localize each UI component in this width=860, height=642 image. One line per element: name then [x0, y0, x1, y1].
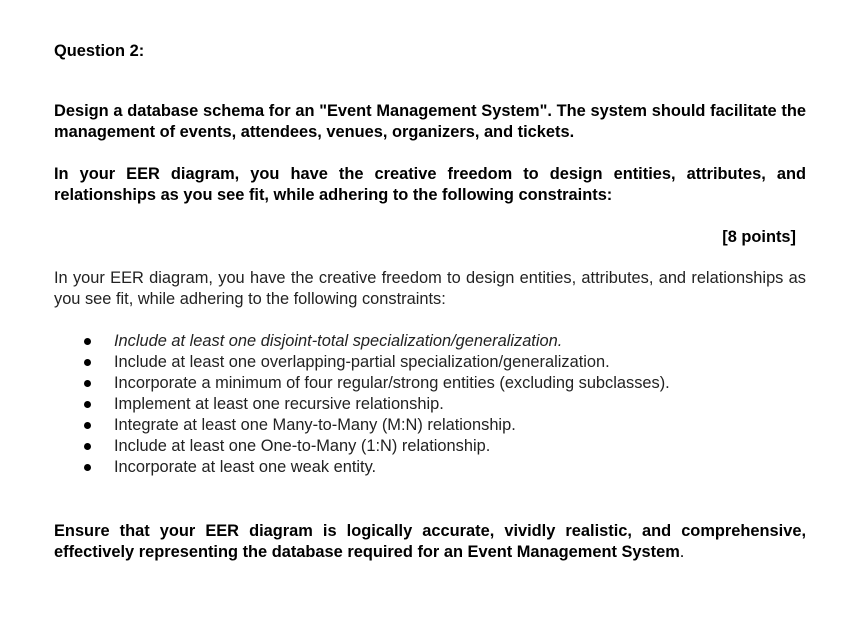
bullet-icon — [84, 422, 91, 429]
bullet-icon — [84, 464, 91, 471]
list-item-text: Implement at least one recursive relationship. — [114, 395, 444, 413]
closing-text: Ensure that your EER diagram is logically accurate, vividly realistic, and comprehensive, effectively representing the database required for an Event Management System — [54, 522, 806, 561]
list-item — [84, 352, 670, 373]
points-label: [8 points] — [722, 228, 796, 246]
constraints-list — [84, 331, 670, 478]
closing-period: . — [679, 543, 685, 561]
bullet-icon — [84, 443, 91, 450]
closing-paragraph — [54, 521, 806, 563]
list-item — [84, 436, 670, 457]
list-item-text: Integrate at least one Many-to-Many (M:N) relationship. — [114, 416, 516, 434]
list-item — [84, 415, 670, 436]
list-item — [84, 331, 670, 352]
bullet-icon — [84, 359, 91, 366]
list-item-text: Include at least one One-to-Many (1:N) relationship. — [114, 437, 491, 455]
question-title: Question 2: — [54, 42, 145, 60]
list-item — [84, 373, 670, 394]
bullet-icon — [84, 380, 91, 387]
intro-paragraph: Design a database schema for an "Event Management System". The system should facilitate the management of events, attendees, venues, organizers, and tickets. — [54, 102, 806, 141]
list-item-text: Include at least one disjoint-total specialization/generalization. — [114, 332, 563, 350]
list-item-text: Include at least one overlapping-partial specialization/generalization. — [114, 353, 610, 371]
list-item — [84, 457, 670, 478]
list-item — [84, 394, 670, 415]
list-item-text: Incorporate a minimum of four regular/strong entities (excluding subclasses). — [114, 374, 670, 392]
list-item-text: Incorporate at least one weak entity. — [114, 458, 377, 476]
bullet-icon — [84, 338, 91, 345]
bullet-icon — [84, 401, 91, 408]
instructions-regular-paragraph: In your EER diagram, you have the creative freedom to design entities, attributes, and relationships as you see fit, while adhering to the following constraints: — [54, 269, 806, 308]
instructions-bold-paragraph: In your EER diagram, you have the creative freedom to design entities, attributes, and relationships as you see fit, while adhering to the following constraints: — [54, 165, 806, 204]
